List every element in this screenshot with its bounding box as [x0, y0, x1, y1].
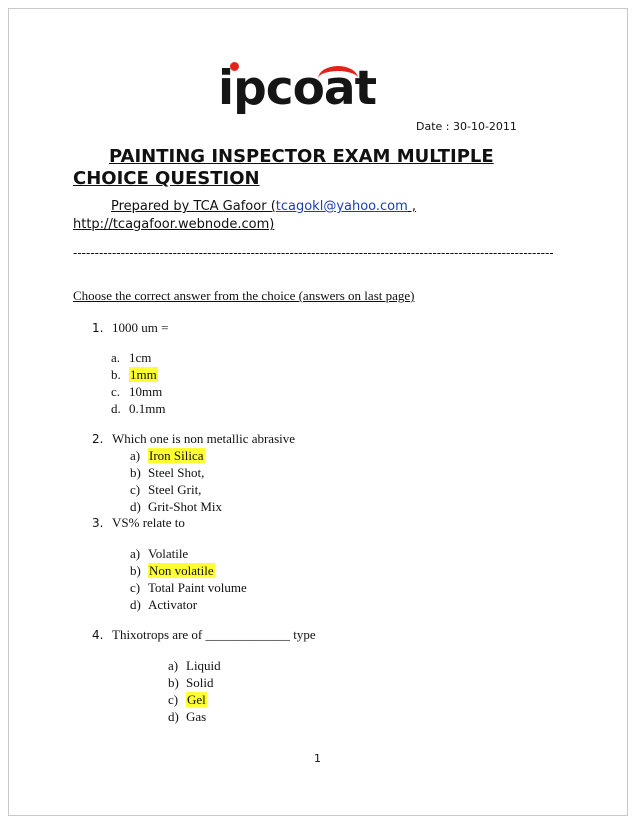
q4-option-c: c) Gel — [168, 692, 206, 707]
option-text: 1cm — [129, 350, 152, 365]
ipcoat-logo — [218, 60, 388, 122]
instruction-text: Choose the correct answer from the choice (answers on last page) — [73, 288, 415, 303]
q2-option-d: d) Grit-Shot Mix — [130, 499, 223, 514]
question-3 — [92, 515, 185, 531]
option-text: 0.1mm — [129, 401, 166, 416]
q2-option-a: a) Iron Silica — [130, 448, 204, 463]
question-number: 2. — [92, 432, 104, 446]
q2-option-c: c) Steel Grit, — [130, 482, 202, 497]
option-text-highlighted: Non volatile — [149, 563, 214, 578]
q3-option-a: a) Volatile — [130, 546, 189, 561]
q1-option-d: d. 0.1mm — [111, 401, 166, 416]
logo-text: ipcoat — [218, 61, 377, 116]
q2-option-b: b) Steel Shot, — [130, 465, 205, 480]
option-text: Activator — [148, 597, 198, 612]
option-text: Steel Shot, — [148, 465, 205, 480]
title-text: PAINTING INSPECTOR EXAM MULTIPLE CHOICE QUESTION — [73, 146, 494, 189]
author-website-link[interactable]: http://tcagafoor.webnode.com) — [73, 217, 275, 232]
option-text-highlighted: Iron Silica — [149, 448, 204, 463]
option-text: Total Paint volume — [148, 580, 247, 595]
q3-option-b: b) Non volatile — [130, 563, 214, 578]
question-number: 3. — [92, 516, 104, 530]
question-1 — [92, 320, 168, 336]
question-2 — [92, 431, 295, 447]
option-text: Gas — [186, 709, 207, 724]
q4-option-d: d) Gas — [168, 709, 207, 724]
q3-option-c: c) Total Paint volume — [130, 580, 247, 595]
question-text: Which one is non metallic abrasive — [112, 431, 296, 446]
separator-line: --------------------------------------------------------------------------------------------------------------- — [73, 246, 554, 260]
prepared-by — [73, 198, 573, 234]
q3-option-d: d) Activator — [130, 597, 198, 612]
prepared-prefix: Prepared by TCA Gafoor ( — [111, 199, 276, 214]
question-number: 1. — [92, 321, 104, 335]
question-number: 4. — [92, 628, 104, 642]
q4-option-a: a) Liquid — [168, 658, 221, 673]
question-text: Thixotrops are of _____________ type — [112, 627, 316, 642]
question-text: 1000 um = — [112, 320, 169, 335]
option-text-highlighted: Gel — [187, 692, 206, 707]
question-4 — [92, 627, 316, 643]
option-text: Liquid — [186, 658, 221, 673]
option-text: 10mm — [129, 384, 163, 399]
option-text: Volatile — [148, 546, 189, 561]
prepared-suffix: , — [407, 199, 417, 214]
author-email-link[interactable]: tcagokl@yahoo.com — [275, 199, 408, 214]
page-border — [8, 8, 628, 816]
document-title — [73, 146, 563, 190]
q4-option-b: b) Solid — [168, 675, 214, 690]
option-text: Steel Grit, — [148, 482, 202, 497]
q1-option-a: a. 1cm — [111, 350, 152, 365]
q1-option-c: c. 10mm — [111, 384, 163, 399]
document-date: Date : 30-10-2011 — [416, 120, 517, 133]
option-text: Grit-Shot Mix — [148, 499, 223, 514]
option-text: Solid — [186, 675, 214, 690]
question-text: VS% relate to — [112, 515, 185, 530]
option-text-highlighted: 1mm — [130, 367, 157, 382]
q1-option-b: b. 1mm — [111, 367, 157, 382]
page-number: 1 — [314, 752, 321, 765]
